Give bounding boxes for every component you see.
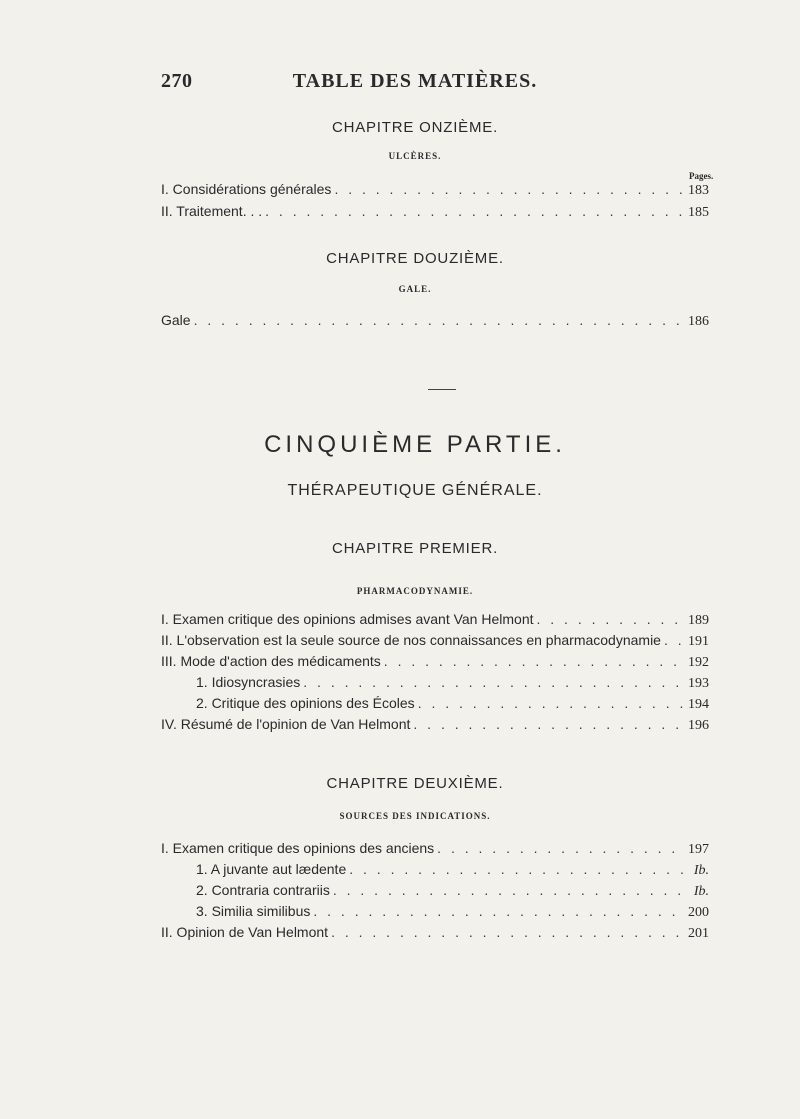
toc-entry-label: III. Mode d'action des médicaments bbox=[161, 653, 381, 669]
toc-entry-label: II. L'observation est la seule source de nos connaissances en pharmacodynamie bbox=[161, 632, 661, 648]
toc-entry-label: IV. Résumé de l'opinion de Van Helmont bbox=[161, 716, 411, 732]
leader-dots bbox=[537, 611, 687, 627]
leader-dots bbox=[333, 882, 692, 898]
toc-entry-label: 1. A juvante aut lædente bbox=[196, 861, 347, 877]
chapter-2-section: SOURCES DES INDICATIONS. bbox=[339, 811, 491, 821]
leader-dots bbox=[413, 716, 686, 732]
toc-entry-label: 2. Contraria contrariis bbox=[196, 882, 330, 898]
toc-entry-page: 197 bbox=[688, 842, 709, 857]
page-number: 270 bbox=[161, 70, 193, 92]
toc-entry bbox=[161, 903, 709, 923]
toc-entry-label: 1. Idiosyncrasies bbox=[196, 674, 301, 690]
toc-entry-label: 2. Critique des opinions des Écoles bbox=[196, 695, 415, 711]
toc-entry-page: 186 bbox=[688, 314, 709, 329]
leader-dots bbox=[265, 203, 686, 219]
toc-entry bbox=[161, 611, 709, 631]
toc-entry bbox=[161, 861, 709, 881]
toc-entry-page: 191 bbox=[688, 634, 709, 649]
divider-rule bbox=[428, 389, 456, 390]
toc-entry bbox=[161, 695, 709, 715]
leader-dots bbox=[418, 695, 686, 711]
toc-entry bbox=[161, 632, 709, 652]
chapter-1-title: CHAPITRE PREMIER. bbox=[331, 540, 499, 557]
toc-entry bbox=[161, 653, 709, 673]
toc-entry-page: 192 bbox=[688, 655, 709, 670]
toc-entry-label: Gale bbox=[161, 312, 191, 328]
leader-dots bbox=[384, 653, 686, 669]
leader-dots bbox=[349, 861, 692, 877]
toc-entry-label: II. Traitement. . . bbox=[161, 203, 263, 219]
toc-entry-label: 3. Similia similibus bbox=[196, 903, 311, 919]
running-title: TABLE DES MATIÈRES. bbox=[292, 70, 538, 92]
toc-entry bbox=[161, 674, 709, 694]
toc-entry-page: 185 bbox=[688, 205, 709, 220]
toc-entry-label: II. Opinion de Van Helmont bbox=[161, 924, 329, 940]
toc-entry-page: 193 bbox=[688, 676, 709, 691]
leader-dots bbox=[334, 181, 686, 197]
part-subtitle: THÉRAPEUTIQUE GÉNÉRALE. bbox=[287, 482, 543, 499]
toc-entry-page: 183 bbox=[688, 183, 709, 198]
chapter-12-section: GALE. bbox=[398, 284, 432, 294]
toc-entry-page: 201 bbox=[688, 926, 709, 941]
toc-entry bbox=[161, 924, 709, 944]
leader-dots bbox=[437, 840, 686, 856]
leader-dots bbox=[303, 674, 686, 690]
toc-entry-label: I. Examen critique des opinions admises avant Van Helmont bbox=[161, 611, 534, 627]
chapter-2-title: CHAPITRE DEUXIÈME. bbox=[326, 775, 504, 792]
chapter-11-title: CHAPITRE ONZIÈME. bbox=[331, 119, 499, 136]
toc-entry-page: 189 bbox=[688, 613, 709, 628]
toc-entry-page: Ib. bbox=[693, 863, 709, 878]
chapter-1-section: PHARMACODYNAMIE. bbox=[356, 586, 474, 596]
toc-entry-label: I. Examen critique des opinions des anciens bbox=[161, 840, 435, 856]
toc-entry bbox=[161, 181, 709, 201]
leader-dots bbox=[313, 903, 686, 919]
toc-entry bbox=[161, 882, 709, 902]
toc-entry-page: Ib. bbox=[693, 884, 709, 899]
pages-label: Pages. bbox=[689, 171, 714, 181]
toc-entry bbox=[161, 840, 709, 860]
toc-entry-page: 200 bbox=[688, 905, 709, 920]
toc-entry-label: I. Considérations générales bbox=[161, 181, 332, 197]
toc-entry-page: 196 bbox=[688, 718, 709, 733]
leader-dots bbox=[331, 924, 686, 940]
part-title: CINQUIÈME PARTIE. bbox=[264, 431, 566, 458]
leader-dots bbox=[194, 312, 686, 328]
leader-dots bbox=[664, 632, 686, 648]
toc-entry bbox=[161, 716, 709, 736]
chapter-11-section: ULCÈRES. bbox=[388, 151, 442, 161]
toc-entry bbox=[161, 203, 709, 223]
toc-entry bbox=[161, 312, 709, 332]
chapter-12-title: CHAPITRE DOUZIÈME. bbox=[326, 250, 504, 267]
toc-entry-page: 194 bbox=[688, 697, 709, 712]
